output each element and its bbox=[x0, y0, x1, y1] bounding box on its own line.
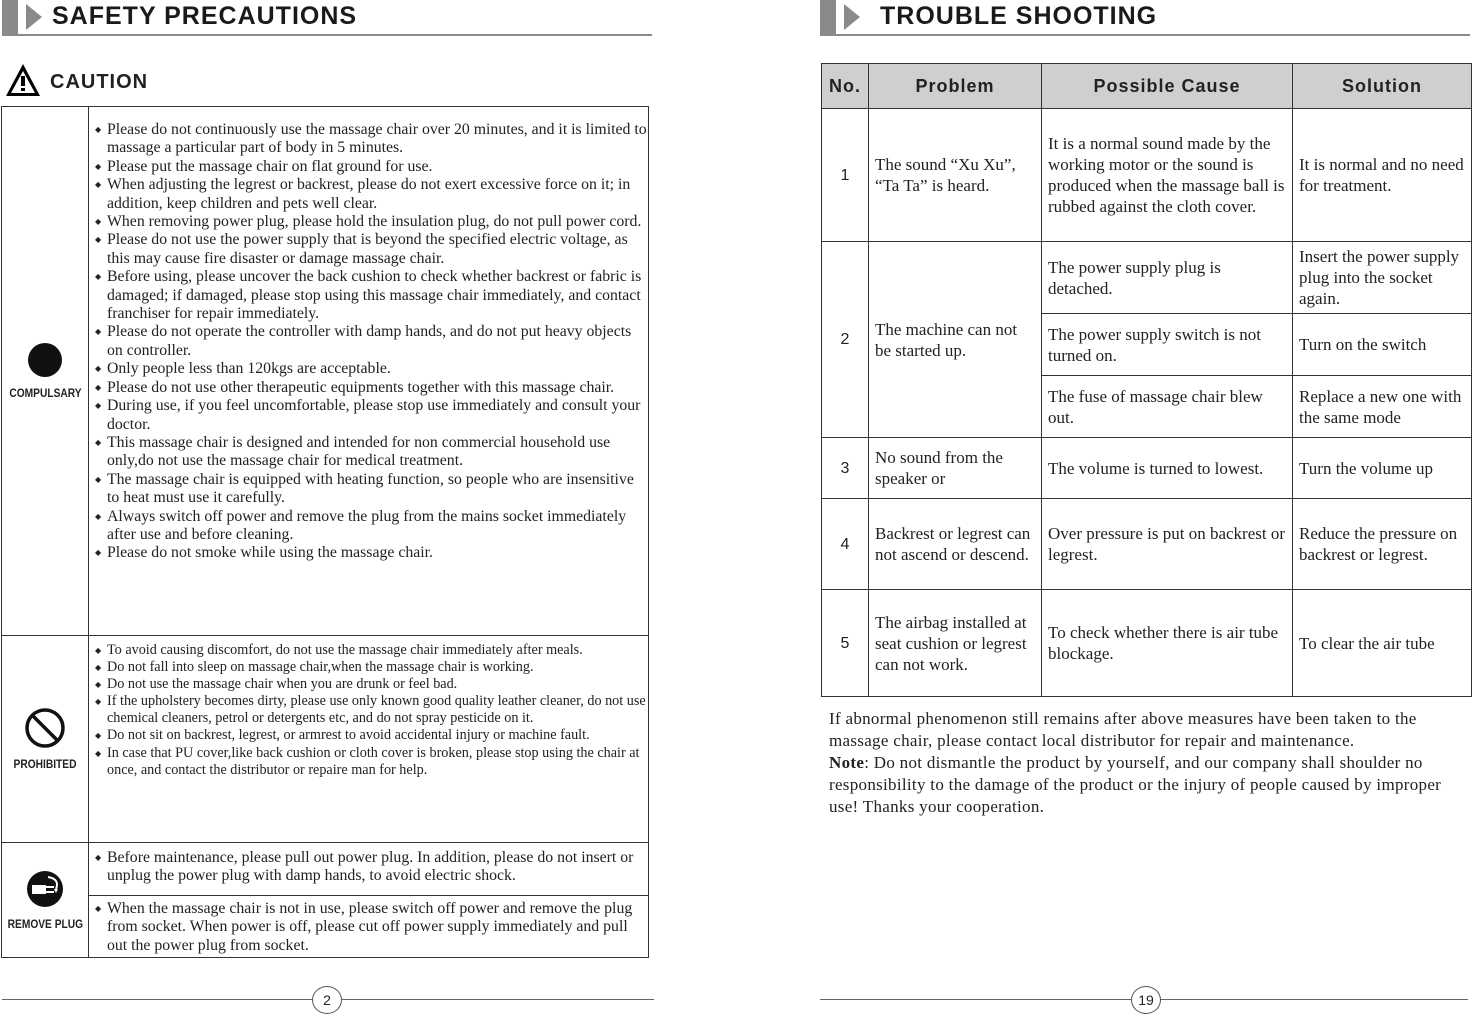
cause-cell: The power supply plug is detached. bbox=[1042, 242, 1293, 314]
compulsory-list bbox=[89, 121, 648, 563]
prohibited-caption: PROHIBITED bbox=[13, 757, 77, 771]
safety-table bbox=[1, 106, 649, 958]
cause-cell: Over pressure is put on backrest or legrest. bbox=[1042, 499, 1293, 590]
column-header: Possible Cause bbox=[1042, 64, 1293, 109]
note-label: Note bbox=[829, 753, 865, 772]
list-item: ◆ Please put the massage chair on flat ground for use. bbox=[89, 158, 648, 176]
list-item: ◆ When the massage chair is not in use, please switch off power and remove the plug from socket. When power is off, please cut off power supply immediately and pull out the power plug from socket. bbox=[89, 900, 648, 955]
list-item: ◆ During use, if you feel uncomfortable, please stop use immediately and consult your doctor. bbox=[89, 397, 648, 434]
solution-cell: Reduce the pressure on backrest or legrest. bbox=[1293, 499, 1472, 590]
header-bar bbox=[2, 0, 18, 34]
table-row bbox=[822, 499, 1472, 590]
solution-cell: It is normal and no need for treatment. bbox=[1293, 109, 1472, 242]
table-header-row bbox=[822, 64, 1472, 109]
left-footer bbox=[2, 986, 654, 1014]
list-item: ◆ To avoid causing discomfort, do not use the massage chair immediately after meals. bbox=[89, 642, 648, 659]
compulsory-section bbox=[2, 107, 648, 635]
note-text: : Do not dismantle the product by yourself, and our company shall shoulder no responsibility to the damage of the product or the injury of people caused by improper use! Thanks your cooperation. bbox=[829, 753, 1442, 816]
caution-label: CAUTION bbox=[50, 71, 149, 93]
footer-note bbox=[829, 708, 1472, 818]
header-arrow-icon bbox=[26, 4, 42, 30]
list-item: ◆ Please do not continuously use the massage chair over 20 minutes, and it is limited to massage a particular part of body in 5 minutes. bbox=[89, 121, 648, 158]
list-item: ◆ When adjusting the legrest or backrest, please do not exert excessive force on it; in addition, keep children and pets well clear. bbox=[89, 176, 648, 213]
row-number: 4 bbox=[822, 499, 869, 590]
column-header: Problem bbox=[869, 64, 1042, 109]
remove-plug-list-b bbox=[89, 900, 648, 955]
cause-cell: The volume is turned to lowest. bbox=[1042, 438, 1293, 499]
row-number: 2 bbox=[822, 242, 869, 438]
cause-cell: The fuse of massage chair blew out. bbox=[1042, 376, 1293, 438]
list-item: ◆ Always switch off power and remove the plug from the mains socket immediately after use and before cleaning. bbox=[89, 508, 648, 545]
column-header: Solution bbox=[1293, 64, 1472, 109]
list-item: ◆ If the upholstery becomes dirty, please use only known good quality leather cleaner, do not use chemical cleaners, petrol or detergents etc, and do not spray pesticide on it. bbox=[89, 693, 648, 727]
page-number: 19 bbox=[1131, 986, 1161, 1014]
solution-cell: Insert the power supply plug into the socket again. bbox=[1293, 242, 1472, 314]
table-row bbox=[822, 590, 1472, 697]
problem-cell: No sound from the speaker or bbox=[869, 438, 1042, 499]
remove-plug-sub-a bbox=[89, 843, 648, 895]
prohibited-icon-cell bbox=[2, 636, 89, 842]
solution-cell: Replace a new one with the same mode bbox=[1293, 376, 1472, 438]
list-item: ◆ Please do not use other therapeutic equipments together with this massage chair. bbox=[89, 379, 648, 397]
row-number: 5 bbox=[822, 590, 869, 697]
list-item: ◆ Before using, please uncover the back cushion to check whether backrest or fabric is damaged; if damaged, please stop using this massage chair immediately, and contact franchiser for repair immediately. bbox=[89, 268, 648, 323]
list-item: ◆ This massage chair is designed and intended for non commercial household use only,do not use the massage chair for medical treatment. bbox=[89, 434, 648, 471]
prohibited-icon bbox=[24, 707, 66, 749]
compulsory-caption: COMPULSARY bbox=[8, 386, 82, 400]
safety-header bbox=[2, 0, 652, 36]
list-item: ◆ Do not sit on backrest, legrest, or armrest to avoid accidental injury or machine fault. bbox=[89, 727, 648, 744]
list-item: ◆ Do not use the massage chair when you are drunk or feel bad. bbox=[89, 676, 648, 693]
prohibited-section bbox=[2, 635, 648, 842]
problem-cell: The machine can not be started up. bbox=[869, 242, 1042, 438]
warning-triangle-icon bbox=[4, 62, 42, 98]
remove-plug-list-a bbox=[89, 849, 648, 886]
solution-cell: Turn the volume up bbox=[1293, 438, 1472, 499]
header-arrow-icon bbox=[844, 4, 860, 30]
row-number: 3 bbox=[822, 438, 869, 499]
problem-cell: The airbag installed at seat cushion or legrest can not work. bbox=[869, 590, 1042, 697]
right-footer bbox=[820, 986, 1468, 1014]
remove-plug-icon-cell bbox=[2, 843, 89, 957]
remove-plug-section bbox=[2, 842, 648, 957]
prohibited-list-cell bbox=[89, 636, 648, 842]
problem-cell: Backrest or legrest can not ascend or descend. bbox=[869, 499, 1042, 590]
header-rule bbox=[2, 34, 652, 36]
list-item: ◆ The massage chair is equipped with heating function, so people who are insensitive to heat must use it carefully. bbox=[89, 471, 648, 508]
cause-cell: It is a normal sound made by the working motor or the sound is produced when the massage ball is rubbed against the cloth cover. bbox=[1042, 109, 1293, 242]
table-row bbox=[822, 109, 1472, 242]
page-title: SAFETY PRECAUTIONS bbox=[52, 2, 358, 30]
remove-plug-icon bbox=[26, 869, 64, 909]
table-row bbox=[822, 438, 1472, 499]
header-rule bbox=[820, 34, 1470, 36]
prohibited-list bbox=[89, 642, 648, 779]
list-item: ◆ Only people less than 120kgs are acceptable. bbox=[89, 360, 648, 378]
cause-cell: To check whether there is air tube blockage. bbox=[1042, 590, 1293, 697]
remove-plug-sub-b bbox=[89, 895, 648, 955]
header-bar bbox=[820, 0, 836, 34]
remove-plug-list-cell bbox=[89, 843, 648, 957]
row-number: 1 bbox=[822, 109, 869, 242]
list-item: ◆ When removing power plug, please hold the insulation plug, do not pull power cord. bbox=[89, 213, 648, 231]
solution-cell: Turn on the switch bbox=[1293, 314, 1472, 376]
page-title: TROUBLE SHOOTING bbox=[880, 2, 1158, 30]
list-item: ◆ Please do not smoke while using the massage chair. bbox=[89, 544, 648, 562]
page-number: 2 bbox=[312, 986, 342, 1014]
footer-paragraph: If abnormal phenomenon still remains after above measures have been taken to the massage chair, please contact local distributor for repair and maintenance. bbox=[829, 709, 1417, 750]
trouble-header bbox=[820, 0, 1470, 36]
list-item: ◆ Do not fall into sleep on massage chair,when the massage chair is working. bbox=[89, 659, 648, 676]
list-item: ◆ In case that PU cover,like back cushion or cloth cover is broken, please stop using the chair at once, and contact the distributor or repaire man for help. bbox=[89, 745, 648, 779]
solution-cell: To clear the air tube bbox=[1293, 590, 1472, 697]
note-paragraph bbox=[829, 752, 1472, 818]
list-item: ◆ Please do not operate the controller with damp hands, and do not put heavy objects on controller. bbox=[89, 323, 648, 360]
compulsory-circle-icon bbox=[27, 342, 63, 378]
cause-cell: The power supply switch is not turned on. bbox=[1042, 314, 1293, 376]
compulsory-list-cell bbox=[89, 107, 648, 635]
column-header: No. bbox=[822, 64, 869, 109]
problem-cell: The sound “Xu Xu”, “Ta Ta” is heard. bbox=[869, 109, 1042, 242]
trouble-table bbox=[821, 63, 1472, 697]
compulsory-icon-cell bbox=[2, 107, 89, 635]
remove-plug-caption: REMOVE PLUG bbox=[7, 917, 83, 931]
table-row bbox=[822, 242, 1472, 314]
list-item: ◆ Please do not use the power supply that is beyond the specified electric voltage, as this may cause fire disaster or damage massage chair. bbox=[89, 231, 648, 268]
list-item: ◆ Before maintenance, please pull out power plug. In addition, please do not insert or unplug the power plug with damp hands, to avoid electric shock. bbox=[89, 849, 648, 886]
